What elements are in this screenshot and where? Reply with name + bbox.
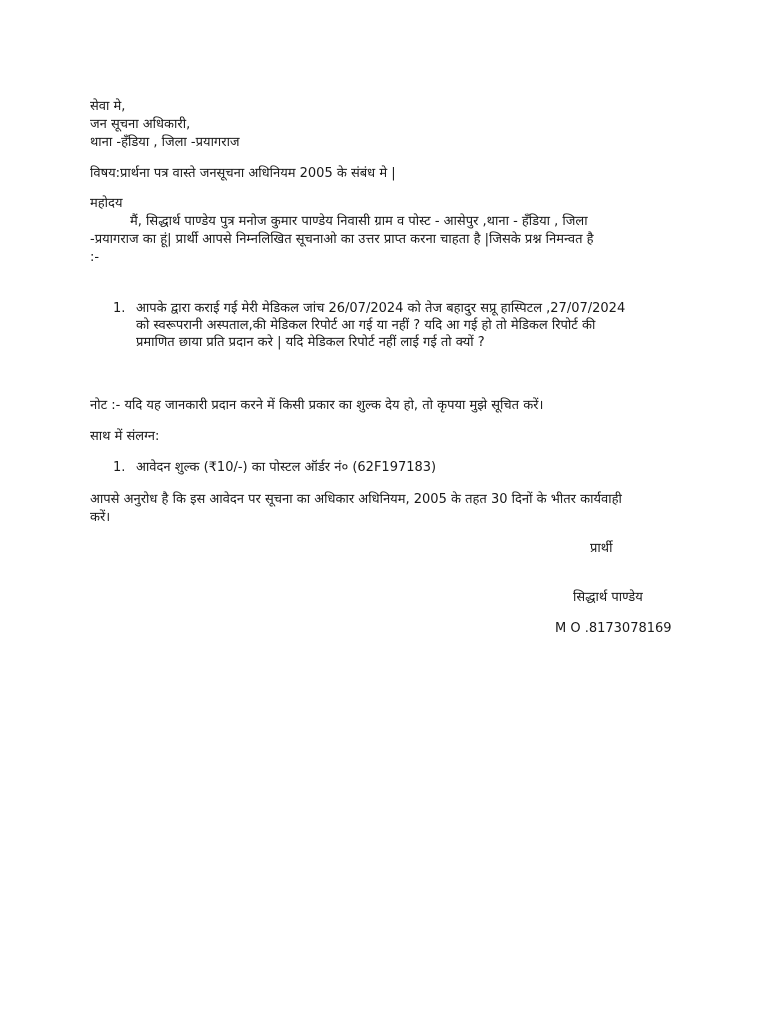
- closing-label: प्रार्थी: [590, 541, 613, 556]
- recipient-title: जन सूचना अधिकारी,: [90, 117, 191, 132]
- note-line: नोट :- यदि यह जानकारी प्रदान करने में किसी प्रकार का शुल्क देय हो, तो कृपया मुझे सूचित करें।: [90, 398, 544, 413]
- intro-line-3: :-: [90, 250, 100, 265]
- request-line-2: करें।: [90, 510, 111, 525]
- intro-line-2: -प्रयागराज का हूं| प्रार्थी आपसे निम्नलिखित सूचनाओ का उत्तर प्राप्त करना चाहता है |जिसके प्रश्न निमन्वत है: [90, 232, 594, 247]
- intro-line-1: मैं, सिद्धार्थ पाण्डेय पुत्र मनोज कुमार पाण्डेय निवासी ग्राम व पोस्ट - आसेपुर ,थाना - हँडिया , जिला: [130, 214, 588, 229]
- subject-line: विषय:प्रार्थना पत्र वास्ते जनसूचना अधिनियम 2005 के संबंध मे |: [90, 166, 396, 181]
- greeting: महोदय: [90, 196, 123, 211]
- question-line-2: को स्वरूपरानी अस्पताल,की मेडिकल रिपोर्ट आ गई या नहीं ? यदि आ गई हो तो मेडिकल रिपोर्ट की: [136, 318, 596, 333]
- enclosure-number: 1.: [113, 460, 126, 475]
- enclosure-heading: साथ में संलग्न:: [90, 429, 160, 444]
- recipient-address: थाना -हँडिया , जिला -प्रयागराज: [90, 135, 240, 150]
- question-number: 1.: [113, 301, 126, 316]
- enclosure-item: आवेदन शुल्क (₹10/-) का पोस्टल ऑर्डर नं० (62F197183): [136, 460, 437, 475]
- question-line-3: प्रमाणित छाया प्रति प्रदान करे | यदि मेडिकल रिपोर्ट नहीं लाई गई तो क्यों ?: [136, 335, 485, 350]
- question-line-1: आपके द्वारा कराई गई मेरी मेडिकल जांच 26/07/2024 को तेज बहादुर सप्रू हास्पिटल ,27/07/2024: [136, 301, 626, 316]
- mobile-number: M O .8173078169: [555, 621, 672, 636]
- signatory-name: सिद्धार्थ पाण्डेय: [573, 590, 643, 605]
- request-line-1: आपसे अनुरोध है कि इस आवेदन पर सूचना का अधिकार अधिनियम, 2005 के तहत 30 दिनों के भीतर कार्यवाही: [90, 492, 622, 507]
- salutation-to: सेवा मे,: [90, 99, 126, 114]
